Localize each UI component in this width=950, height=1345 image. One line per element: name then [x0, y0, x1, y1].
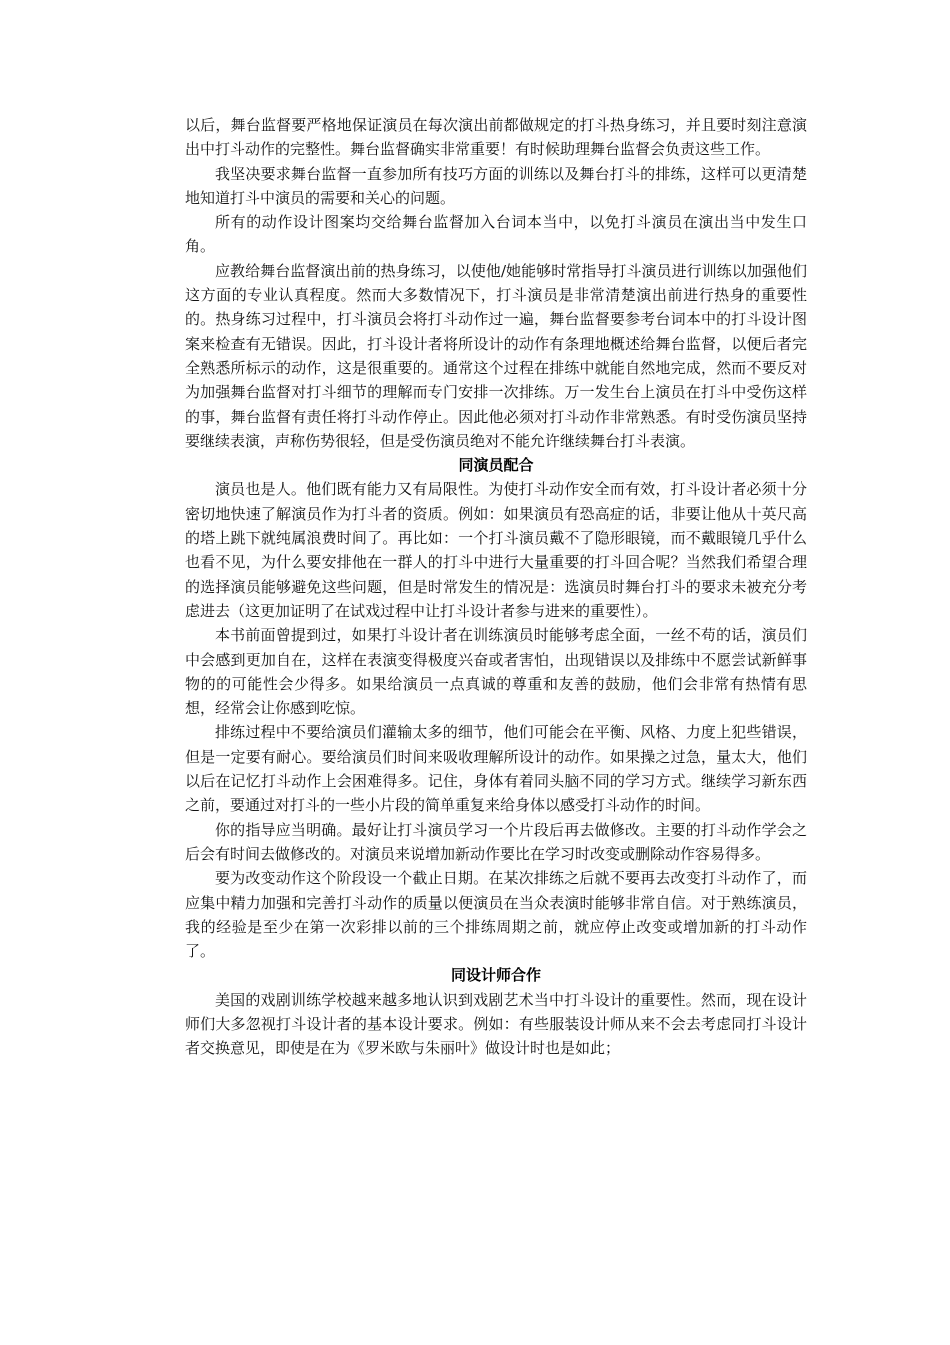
section-heading: 同设计师合作: [450, 966, 541, 985]
paragraph: 我坚决要求舞台监督一直参加所有技巧方面的训练以及舞台打斗的排练，这样可以更清楚地知道打斗中演员的需要和关心的问题。: [185, 164, 807, 207]
paragraph: 所有的动作设计图案均交给舞台监督加入台词本当中，以免打斗演员在演出当中发生口角。: [185, 213, 807, 256]
paragraph: 美国的戏剧训练学校越来越多地认识到戏剧艺术当中打斗设计的重要性。然而，现在设计师们大多忽视打斗设计者的基本设计要求。例如：有些服装设计师从来不会去考虑同打斗设计者交换意见，即使是在为《罗米欧与朱丽叶》做设计时也是如此；: [185, 990, 807, 1058]
paragraph: 你的指导应当明确。最好让打斗演员学习一个片段后再去做修改。主要的打斗动作学会之后会有时间去做修改的。对演员来说增加新动作要比在学习时改变或删除动作容易得多。: [185, 820, 807, 863]
section-heading: 同演员配合: [458, 456, 534, 475]
paragraph: 以后，舞台监督要严格地保证演员在每次演出前都做规定的打斗热身练习，并且要时刻注意演出中打斗动作的完整性。舞台监督确实非常重要！有时候助理舞台监督会负责这些工作。: [185, 116, 807, 159]
paragraph: 本书前面曾提到过，如果打斗设计者在训练演员时能够考虑全面，一丝不苟的话，演员们中会感到更加自在，这样在表演变得极度兴奋或者害怕，出现错误以及排练中不愿尝试新鲜事物的的可能性会少得多。如果给演员一点真诚的尊重和友善的鼓励，他们会非常有热情有思想，经常会让你感到吃惊。: [185, 626, 807, 718]
paragraph: 要为改变动作这个阶段设一个截止日期。在某次排练之后就不要再去改变打斗动作了，而应集中精力加强和完善打斗动作的质量以便演员在当众表演时能够非常自信。对于熟练演员，我的经验是至少在第一次彩排以前的三个排练周期之前，就应停止改变或增加新的打斗动作了。: [185, 869, 807, 961]
paragraph: 演员也是人。他们既有能力又有局限性。为使打斗动作安全而有效，打斗设计者必须十分密切地快速了解演员作为打斗者的资质。例如：如果演员有恐高症的话，非要让他从十英尺高的塔上跳下就纯属浪费时间了。再比如：一个打斗演员戴不了隐形眼镜，而不戴眼镜几乎什么也看不见，为什么要安排他在一群人的打斗中进行大量重要的打斗回合呢？当然我们希望合理的选择演员能够避免这些问题，但是时常发生的情况是：选演员时舞台打斗的要求未被充分考虑进去（这更加证明了在试戏过程中让打斗设计者参与进来的重要性）。: [185, 480, 807, 620]
paragraph: 排练过程中不要给演员们灌输太多的细节，他们可能会在平衡、风格、力度上犯些错误，但是一定要有耐心。要给演员们时间来吸收理解所设计的动作。如果操之过急，量太大，他们以后在记忆打斗动作上会困难得多。记住，身体有着同头脑不同的学习方式。继续学习新东西之前，要通过对打斗的一些小片段的简单重复来给身体以感受打斗动作的时间。: [185, 723, 807, 815]
paragraph: 应教给舞台监督演出前的热身练习，以使他/她能够时常指导打斗演员进行训练以加强他们这方面的专业认真程度。然而大多数情况下，打斗演员是非常清楚演出前进行热身的重要性的。热身练习过程中，打斗演员会将打斗动作过一遍，舞台监督要参考台词本中的打斗设计图案来检查有无错误。因此，打斗设计者将所设计的动作有条理地概述给舞台监督，以便后者完全熟悉所标示的动作，这是很重要的。通常这个过程在排练中就能自然地完成，然而不要反对为加强舞台监督对打斗细节的理解而专门安排一次排练。万一发生台上演员在打斗中受伤这样的事，舞台监督有责任将打斗动作停止。因此他必须对打斗动作非常熟悉。有时受伤演员坚持要继续表演，声称伤势很轻，但是受伤演员绝对不能允许继续舞台打斗表演。: [185, 261, 807, 450]
document-body: [185, 113, 807, 1061]
